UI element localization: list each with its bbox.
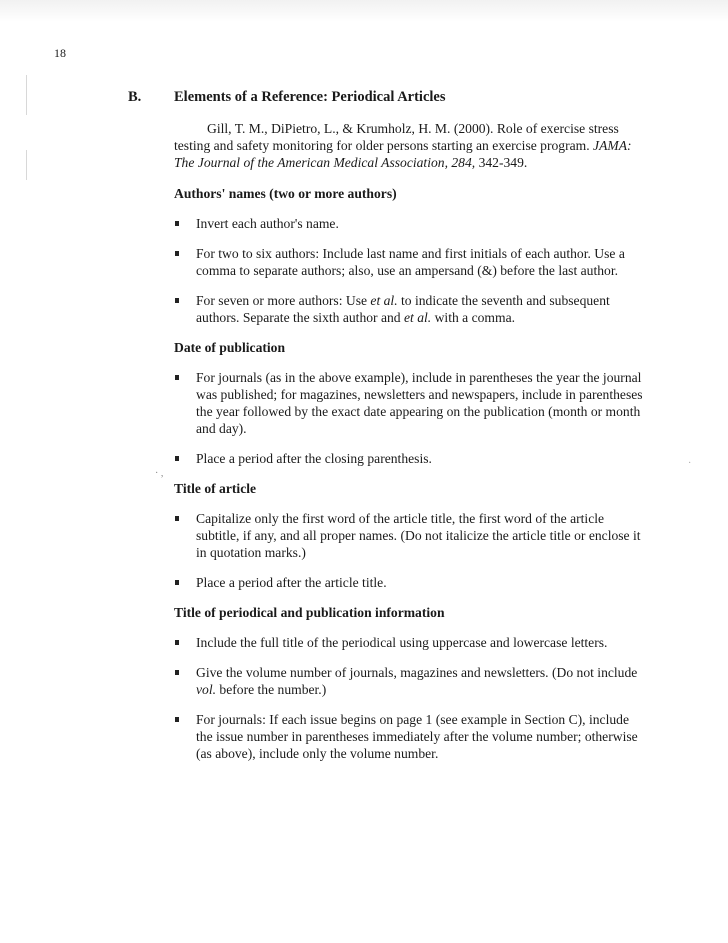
scan-margin-mark <box>26 75 27 115</box>
bullet-text: For two to six authors: Include last name and first initials of each author. Use a comma to separate authors; also, use an ampersand (&) before the last author. <box>196 246 625 278</box>
citation-journal-volume: JAMA: The Journal of the American Medical Association, 284, <box>174 138 632 170</box>
bullet-text: Include the full title of the periodical using uppercase and lowercase letters. <box>196 635 608 650</box>
scan-edge-shading <box>0 0 728 22</box>
italic-term: et al. <box>370 293 398 308</box>
bullet-item <box>174 634 644 651</box>
bullet-list <box>174 215 644 326</box>
bullet-item <box>174 574 644 591</box>
bullet-item <box>174 450 644 467</box>
bullet-text: with a comma. <box>431 310 516 325</box>
citation-pages: 342-349. <box>475 155 528 170</box>
bullet-item <box>174 664 644 698</box>
subsection-heading: Date of publication <box>174 340 286 355</box>
section-title: Elements of a Reference: Periodical Articles <box>174 89 446 105</box>
bullet-text: For journals (as in the above example), include in parentheses the year the journal was published; for magazines, newsletters and newspapers, include in parentheses the year followed by the exact date appearing on the publication (month or month and day). <box>196 370 643 436</box>
bullet-list <box>174 510 644 591</box>
page-content <box>174 89 644 775</box>
bullet-text: For seven or more authors: Use <box>196 293 371 308</box>
section-letter: B. <box>128 89 142 105</box>
bullet-text: to indicate the seventh and subsequent authors. Separate the sixth author and <box>196 293 610 325</box>
page-number: 18 <box>54 46 66 60</box>
subsections <box>174 185 644 762</box>
bullet-text: before the number.) <box>216 682 327 697</box>
bullet-item <box>174 711 644 762</box>
subsection-heading: Title of article <box>174 481 257 496</box>
bullet-list <box>174 634 644 762</box>
citation-authors-title: Gill, T. M., DiPietro, L., & Krumholz, H. M. (2000). Role of exercise stress testing and safety monitoring for older persons starting an exercise program. <box>174 121 619 153</box>
bullet-item <box>174 245 644 279</box>
bullet-item <box>174 292 644 326</box>
bullet-item <box>174 369 644 437</box>
example-citation <box>174 120 644 171</box>
bullet-text: For journals: If each issue begins on page 1 (see example in Section C), include the issue number in parentheses immediately after the volume number; otherwise (as above), include only the volume number. <box>196 712 638 761</box>
bullet-text: Place a period after the article title. <box>196 575 387 590</box>
bullet-text: Invert each author's name. <box>196 216 339 231</box>
italic-term: vol. <box>196 682 217 697</box>
scan-speck: · , <box>155 468 164 479</box>
subsection-heading: Title of periodical and publication information <box>174 605 445 620</box>
bullet-text: Give the volume number of journals, magazines and newsletters. (Do not include <box>196 665 638 680</box>
scan-speck: · <box>688 458 692 469</box>
bullet-item <box>174 510 644 561</box>
subsection-heading: Authors' names (two or more authors) <box>174 186 397 201</box>
bullet-text: Capitalize only the first word of the article title, the first word of the article subtitle, if any, and all proper names. (Do not italicize the article title or enclose it in quotation marks.) <box>196 511 641 560</box>
italic-term: et al. <box>404 310 432 325</box>
bullet-list <box>174 369 644 467</box>
bullet-item <box>174 215 644 232</box>
scan-margin-mark <box>26 150 27 180</box>
bullet-text: Place a period after the closing parenthesis. <box>196 451 432 466</box>
